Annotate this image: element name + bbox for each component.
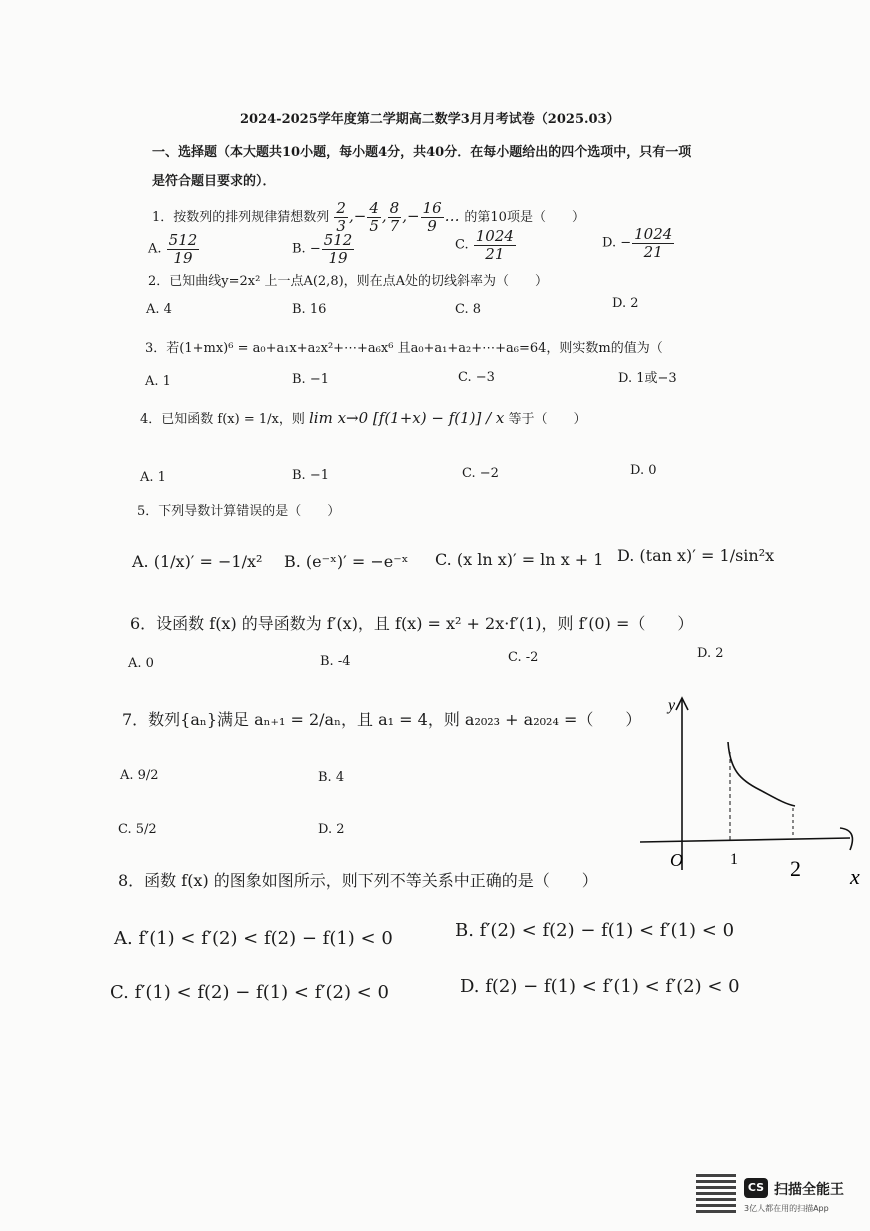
q5-option-b: B. (e⁻ˣ)′ = −e⁻ˣ [284,552,409,571]
tick-1-label: 1 [730,851,738,868]
q4-limit: lim x→0 [f(1+x) − f(1)] / x [308,409,505,427]
q2-option-c: C. 8 [455,302,482,317]
q5-option-a: A. (1/x)′ = −1/x² [132,552,263,571]
q7-option-a: A. 9/2 [120,768,159,783]
q3-option-b: B. −1 [292,372,329,387]
q7-option-b: B. 4 [318,770,345,785]
q1-sequence: $\frac{2}{3}$ ,− $\frac{4}{5}$ , $\frac{8}{7}$ ,− $\frac{16}{9}$ … [336,199,465,235]
q8-option-d: D. f(2) − f(1) < f′(1) < f′(2) < 0 [460,976,740,997]
x-axis [640,838,850,842]
q6-option-c: C. -2 [508,650,539,665]
question-2-stem: 2．已知曲线y=2x² 上一点A(2,8)，则在点A处的切线斜率为（ ） [148,274,549,289]
q7-option-d: D. 2 [318,822,345,837]
cs-badge: CS [744,1178,768,1198]
question-4-stem [140,408,587,427]
q3-option-d: D. 1或−3 [618,371,677,386]
question-1-stem [152,200,585,234]
origin-label: O [670,850,683,870]
tick-2-label: 2 [790,856,801,881]
q1-option-c: C. $\frac{1024}{21}$ [455,227,514,263]
scanner-subtitle: 3亿人都在用的扫描App [744,1204,829,1213]
q6-option-b: B. -4 [320,654,351,669]
section-heading-cont: 是符合题目要求的）． [152,174,276,189]
q1-stem-a: 1．按数列的排列规律猜想数列 [152,210,330,225]
q4-option-d: D. 0 [630,463,657,478]
question-7-stem: 7．数列{aₙ}满足 aₙ₊₁ = 2/aₙ，且 a₁ = 4，则 a₂₀₂₃ + a₂₀₂₄ =（ ） [122,710,642,729]
q4-stem-b: 等于（ ） [508,412,587,427]
q2-option-b: B. 16 [292,302,327,317]
q1-option-d: D. − $\frac{1024}{21}$ [602,225,673,261]
q2-option-a: A. 4 [146,302,172,317]
q8-option-c: C. f′(1) < f(2) − f(1) < f′(2) < 0 [110,982,389,1003]
q3-option-c: C. −3 [458,370,495,385]
q1-option-b: B. − $\frac{512}{19}$ [292,231,353,267]
q4-option-b: B. −1 [292,468,329,483]
x-axis-arrow [840,828,852,850]
section-heading: 一、选择题（本大题共10小题，每小题4分，共40分．在每小题给出的四个选项中，只有一项 [152,145,692,160]
scanner-brand: 扫描全能王 [774,1182,844,1198]
q5-option-c: C. (x ln x)′ = ln x + 1 [435,550,604,569]
question-8-stem: 8．函数 f(x) 的图象如图所示，则下列不等关系中正确的是（ ） [118,871,598,890]
q3-option-a: A. 1 [145,374,171,389]
question-5-stem: 5．下列导数计算错误的是（ ） [137,504,341,519]
q4-option-a: A. 1 [140,470,166,485]
x-label: x [850,864,860,889]
y-label: y [668,697,676,714]
q8-option-a: A. f′(1) < f′(2) < f(2) − f(1) < 0 [114,928,393,949]
q4-option-c: C. −2 [462,466,499,481]
q8-option-b: B. f′(2) < f(2) − f(1) < f′(1) < 0 [455,920,735,941]
q7-option-c: C. 5/2 [118,822,157,837]
curve [728,742,795,806]
q1-stem-b: 的第10项是（ ） [464,210,585,225]
qr-code [696,1173,736,1213]
question-6-stem: 6．设函数 f(x) 的导函数为 f′(x)，且 f(x) = x² + 2x·f′(1)，则 f′(0) =（ ） [130,614,694,633]
q6-option-d: D. 2 [697,646,724,661]
exam-title: 2024-2025学年度第二学期高二数学3月月考试卷（2025.03） [240,112,620,127]
question-3-stem: 3．若(1+mx)⁶ = a₀+a₁x+a₂x²+⋯+a₆x⁶ 且a₀+a₁+a₂+⋯+a₆=64，则实数m的值为（ [145,341,663,356]
function-graph [600,680,870,900]
q5-option-d: D. (tan x)′ = 1/sin²x [617,546,775,565]
q4-stem-a: 4．已知函数 f(x) = 1/x，则 [140,412,305,427]
q6-option-a: A. 0 [128,656,154,671]
q2-option-d: D. 2 [612,296,639,311]
q1-option-a: A. $\frac{512}{19}$ [148,231,198,267]
